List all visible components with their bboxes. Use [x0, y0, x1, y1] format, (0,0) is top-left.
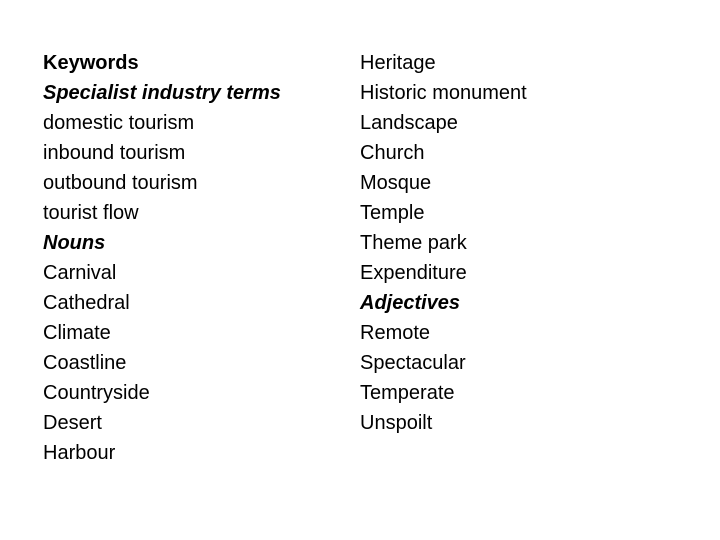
list-item-specialist-term: domestic tourism [43, 112, 195, 134]
list-item-adjective: Temperate [360, 382, 455, 404]
list-item-noun: Temple [360, 202, 425, 224]
list-item-noun: Mosque [360, 172, 432, 194]
keywords-heading: Keywords [43, 52, 139, 74]
list-item-noun: Coastline [43, 352, 127, 374]
list-item-noun: Heritage [360, 52, 436, 74]
list-item-noun: Desert [43, 412, 102, 434]
list-item-noun: Climate [43, 322, 111, 344]
list-item-specialist-term: outbound tourism [43, 172, 198, 194]
nouns-heading: Nouns [43, 232, 106, 254]
list-item-adjective: Unspoilt [360, 412, 433, 434]
left-column [43, 48, 281, 468]
list-item-noun: Church [360, 142, 425, 164]
specialist-terms-heading: Specialist industry terms [43, 82, 281, 104]
adjectives-heading: Adjectives [360, 292, 461, 314]
list-item-noun: Cathedral [43, 292, 130, 314]
right-column [360, 48, 527, 438]
list-item-noun: Historic monument [360, 82, 527, 104]
list-item-specialist-term: tourist flow [43, 202, 139, 224]
list-item-noun: Expenditure [360, 262, 467, 284]
list-item-noun: Carnival [43, 262, 117, 284]
list-item-adjective: Remote [360, 322, 431, 344]
list-item-noun: Harbour [43, 442, 116, 464]
list-item-adjective: Spectacular [360, 352, 466, 374]
list-item-noun: Countryside [43, 382, 150, 404]
list-item-noun: Theme park [360, 232, 467, 254]
list-item-noun: Landscape [360, 112, 458, 134]
list-item-specialist-term: inbound tourism [43, 142, 186, 164]
